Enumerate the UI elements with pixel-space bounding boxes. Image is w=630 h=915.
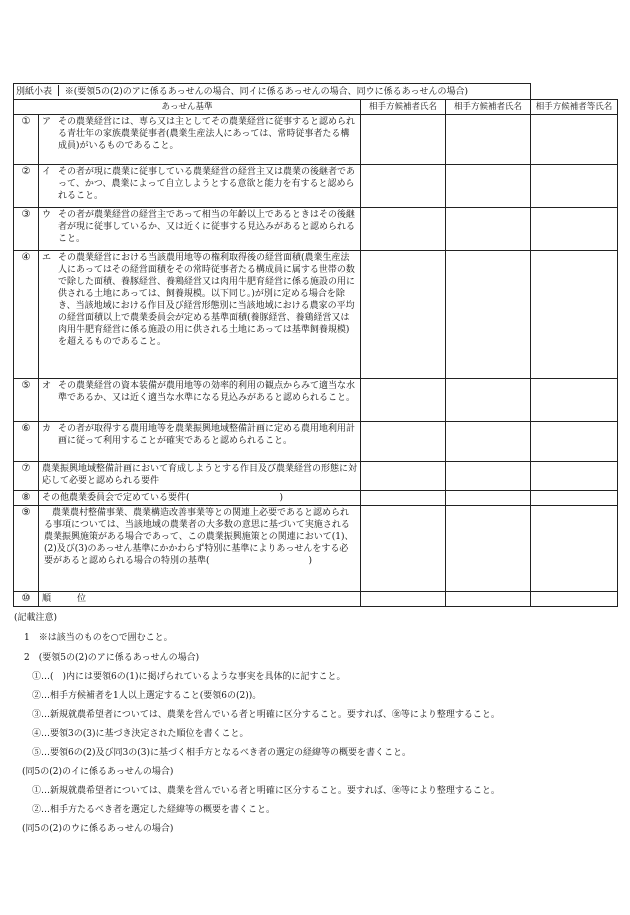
- candidate3-cell[interactable]: [531, 251, 618, 379]
- note-1: 1 ※は該当のものを○で囲むこと。: [24, 633, 173, 643]
- table-row: [14, 115, 618, 165]
- candidate2-cell[interactable]: [446, 251, 531, 379]
- candidate1-cell[interactable]: [361, 165, 446, 208]
- candidate3-cell[interactable]: [531, 491, 618, 506]
- candidate1-cell[interactable]: [361, 208, 446, 251]
- bessi-table: [13, 83, 618, 607]
- row-number: ②: [14, 165, 39, 208]
- note-2-item-5: ⑤…要領6の(2)及び同3の(3)に基づく相手方となるべき者の選定の経緯等の概要を書くこと。: [32, 748, 411, 758]
- note-i-item-1: ①…新規就農希望者については、農業を営んでいる者と明確に区分すること。要すれば、㊎等により整理すること。: [32, 786, 500, 796]
- row-number: ⑦: [14, 462, 39, 491]
- row-text: その他農業委員会で定めている要件( ): [39, 491, 361, 506]
- table-header-row: [14, 100, 618, 115]
- col-candidate3-header: 相手方候補者等氏名: [531, 100, 618, 115]
- row-number: ①: [14, 115, 39, 165]
- row-text: その農業経営における当該農用地等の権利取得後の経営面積(農業生産法人にあってはその経営面積をその常時従事者たる構成員に属する世帯の数で除した面積、養豚経営、養鶏経営又は肉用牛肥育経営に係る施設の用に供される土地にあっては、飼養規模。以下同じ。)が別に定める場合を除き、当該地域における作目及び経営形態別に当該地域における農家の平均の経営面積以上で農業委員会が定める基準面積(養豚経営、養鶏経営又は肉用牛肥育経営に係る施設の用に供される土地にあっては基準飼養規模)を超えるものであること。: [58, 253, 356, 347]
- table-row: [14, 251, 618, 379]
- row-number: ⑧: [14, 491, 39, 506]
- candidate3-cell[interactable]: [531, 115, 618, 165]
- row-kana: イ: [42, 167, 52, 177]
- note-heading-u: (同5の(2)のウに係るあっせんの場合): [22, 824, 174, 834]
- bessi-note: ※(要領5の(2)のアに係るあっせんの場合、同イに係るあっせんの場合、同ウに係るあっせんの場合): [64, 87, 468, 97]
- juni-char-1: 順: [42, 594, 52, 604]
- table-title-row: [14, 84, 618, 100]
- candidate1-cell[interactable]: [361, 115, 446, 165]
- candidate3-cell[interactable]: [531, 208, 618, 251]
- candidate2-cell[interactable]: [446, 165, 531, 208]
- candidate2-cell[interactable]: [446, 379, 531, 422]
- table-row: [14, 491, 618, 506]
- juni-char-2: 位: [77, 594, 87, 604]
- row-number: ⑤: [14, 379, 39, 422]
- bessi-label: 別紙小表: [16, 87, 53, 97]
- candidate1-cell[interactable]: [361, 506, 446, 592]
- note-2-item-3: ③…新規就農希望者については、農業を営んでいる者と明確に区分すること。要すれば、㊎等により整理すること。: [32, 710, 500, 720]
- candidate2-cell[interactable]: [446, 422, 531, 462]
- table-row: [14, 422, 618, 462]
- table-row: [14, 165, 618, 208]
- table-row: [14, 208, 618, 251]
- note-2-item-2: ②…相手方候補者を1人以上選定すること(要領6の(2))。: [32, 691, 262, 701]
- table-row: [14, 506, 618, 592]
- row-text: 農業振興地域整備計画において育成しようとする作目及び農業経営の形態に対応して必要と認められる要件: [39, 462, 361, 491]
- candidate3-cell[interactable]: [531, 592, 618, 607]
- candidate3-cell[interactable]: [531, 422, 618, 462]
- notes-heading: (記載注意): [14, 613, 58, 623]
- row-number: ⑥: [14, 422, 39, 462]
- row-kana: ア: [42, 117, 52, 127]
- candidate1-cell[interactable]: [361, 462, 446, 491]
- candidate2-cell[interactable]: [446, 208, 531, 251]
- candidate1-cell[interactable]: [361, 422, 446, 462]
- table-row: [14, 462, 618, 491]
- row-number: ⑨: [14, 506, 39, 592]
- row-text: 農業農村整備事業、農業構造改善事業等との関連上必要であると認められる事項については、当該地域の農業者の大多数の意思に基づいて実施される農業振興施策がある場合であって、この農業振興施策との関連において(1)、(2)及び(3)のあっせん基準にかかわらず特別に基準によりあっせんをする必要があると認められる場合の特別の基準( ): [39, 506, 361, 592]
- candidate2-cell[interactable]: [446, 115, 531, 165]
- note-i-item-2: ②…相手方たるべき者を選定した経緯等の概要を書くこと。: [32, 805, 276, 815]
- note-2-item-4: ④…要領3の(3)に基づき決定された順位を書くこと。: [32, 729, 249, 739]
- note-heading-i: (同5の(2)のイに係るあっせんの場合): [22, 767, 174, 777]
- row-text: その者が農業経営の経営主であって相当の年齢以上であるときはその後継者が現に従事しているか、又は近くに従事する見込みがあると認められること。: [58, 210, 356, 244]
- candidate3-cell[interactable]: [531, 165, 618, 208]
- note-2-item-1: ①…( )内には要領6の(1)に掲げられているような事実を具体的に記すこと。: [32, 672, 346, 682]
- row-text: その農業経営の資本装備が農用地等の効率的利用の観点からみて適当な水準であるか、又は近く適当な水準になる見込みがあると認められること。: [58, 381, 356, 403]
- col-candidate1-header: 相手方候補者氏名: [361, 100, 446, 115]
- row-number: ③: [14, 208, 39, 251]
- table-row-juni: [14, 592, 618, 607]
- row-kana: エ: [42, 253, 52, 263]
- candidate2-cell[interactable]: [446, 506, 531, 592]
- candidate3-cell[interactable]: [531, 462, 618, 491]
- table-row: [14, 379, 618, 422]
- candidate3-cell[interactable]: [531, 506, 618, 592]
- candidate1-cell[interactable]: [361, 379, 446, 422]
- col-candidate2-header: 相手方候補者氏名: [446, 100, 531, 115]
- candidate3-cell[interactable]: [531, 379, 618, 422]
- row-kana: ウ: [42, 210, 52, 220]
- row-number: ④: [14, 251, 39, 379]
- candidate2-cell[interactable]: [446, 491, 531, 506]
- row-kana: オ: [42, 381, 52, 391]
- candidate1-cell[interactable]: [361, 491, 446, 506]
- row-text: その者が現に農業に従事している農業経営の経営主又は農業の後継者であって、かつ、農業によって自立しようとする意欲と能力を有すると認められること。: [58, 167, 356, 201]
- row-text: その者が取得する農用地等を農業振興地域整備計画に定める農用地利用計画に従って利用することが確実であると認められること。: [58, 424, 356, 446]
- note-2: 2 (要領5の(2)のアに係るあっせんの場合): [24, 653, 200, 663]
- row-text: その農業経営には、専ら又は主としてその農業経営に従事すると認められる青壮年の家族農業従事者(農業生産法人にあっては、常時従事者たる構成員)がいるものであること。: [58, 117, 356, 151]
- candidate2-cell[interactable]: [446, 462, 531, 491]
- row-number: ⑩: [14, 592, 39, 607]
- row-kana: カ: [42, 424, 52, 434]
- candidate1-cell[interactable]: [361, 251, 446, 379]
- col-criteria-header: あっせん基準: [14, 100, 361, 115]
- juni-label: [39, 592, 361, 607]
- candidate1-cell[interactable]: [361, 592, 446, 607]
- candidate2-cell[interactable]: [446, 592, 531, 607]
